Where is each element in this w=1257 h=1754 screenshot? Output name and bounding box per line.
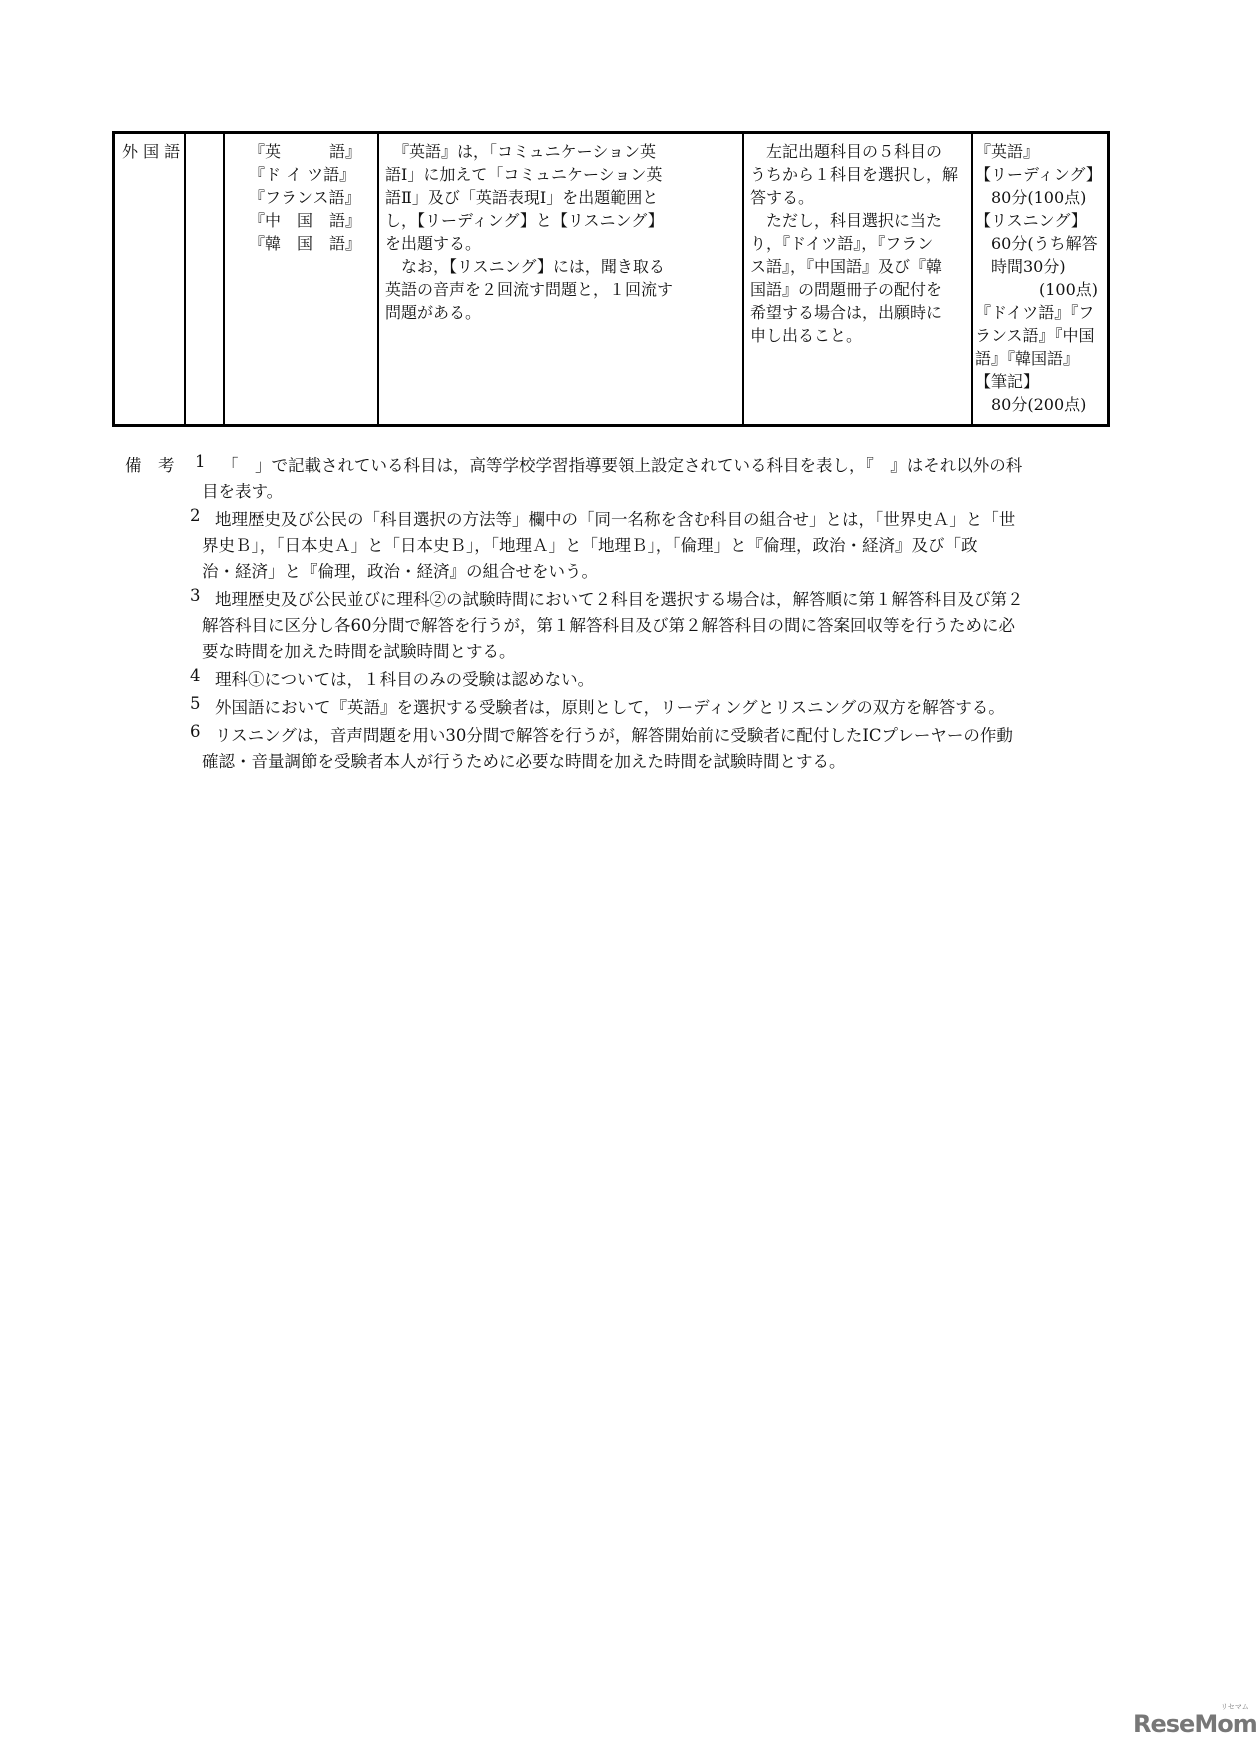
cell-line: 『英語』 <box>975 142 1040 161</box>
scope-cell <box>385 140 673 324</box>
cell-line: 希望する場合は，出願時に <box>750 303 943 322</box>
cell-line: 『ドイツ語』『フ <box>975 303 1095 322</box>
resemom-logo <box>1133 1703 1257 1738</box>
cell-line: (100点) <box>975 280 1099 299</box>
cell-line: 『フランス語』 <box>249 188 361 207</box>
cell-line: を出題する。 <box>385 234 482 253</box>
note-line: 解答科目に区分し各60分間で解答を行うが，第１解答科目及び第２解答科目の間に答案回収等を行うために必 <box>202 616 1015 635</box>
notes-label: 備 考 <box>125 456 175 475</box>
exam-table <box>112 131 1110 427</box>
note-line: 理科①については，１科目のみの受験は認めない。 <box>215 670 595 689</box>
note-line: 地理歴史及び公民並びに理科②の試験時間において２科目を選択する場合は，解答順に第１解答科目及び第２ <box>215 590 1024 609</box>
cell-line: 60分(うち解答 <box>975 234 1098 253</box>
cell-line: 英語の音声を２回流す問題と，１回流す <box>385 280 674 299</box>
cell-line: なお，【リスニング】には，聞き取る <box>385 257 665 276</box>
cell-line: ランス語』『中国 <box>975 326 1095 345</box>
cell-line: 『中 国 語』 <box>249 211 362 230</box>
cell-line: 【筆記】 <box>975 372 1040 391</box>
cell-line: 『英 語』 <box>249 142 362 161</box>
cell-line: し，【リーディング】と【リスニング】 <box>385 211 664 230</box>
column-divider <box>742 134 744 424</box>
note-number: 1 <box>195 452 206 471</box>
note-number: 5 <box>190 694 201 713</box>
time-score-cell <box>975 140 1102 416</box>
note-line: 要な時間を加えた時間を試験時間とする。 <box>202 642 516 661</box>
note-line: 「 」で記載されている科目は，高等学校学習指導要領上設定されている科目を表し，『 』はそれ以外の科 <box>222 456 1023 475</box>
note-number: 3 <box>190 586 201 605</box>
note-number: 4 <box>190 666 201 685</box>
cell-line: 【リーディング】 <box>975 165 1102 184</box>
cell-line: り，『ドイツ語』，『フラン <box>750 234 934 253</box>
note-number: 2 <box>190 506 201 525</box>
cell-line: 【リスニング】 <box>975 211 1087 230</box>
cell-line: 問題がある。 <box>385 303 482 322</box>
cell-line: 『ド イ ツ語』 <box>249 165 356 184</box>
exam-subjects-cell <box>249 140 361 255</box>
cell-line: 語』『韓国語』 <box>975 349 1080 368</box>
column-divider <box>377 134 379 424</box>
note-number: 6 <box>190 722 201 741</box>
cell-line: 国語』の問題冊子の配付を <box>750 280 943 299</box>
cell-line: うちから１科目を選択し，解 <box>750 165 959 184</box>
cell-line: 80分(100点) <box>975 188 1087 207</box>
cell-line: 時間30分) <box>975 257 1066 276</box>
note-line: リスニングは，音声問題を用い30分間で解答を行うが，解答開始前に受験者に配付したICプレーヤーの作動 <box>215 726 1013 745</box>
note-line: 確認・音量調節を受験者本人が行うために必要な時間を加えた時間を試験時間とする。 <box>202 752 846 771</box>
cell-line: ス語』，『中国語』及び『韓 <box>750 257 943 276</box>
cell-line: 答する。 <box>750 188 815 207</box>
cell-line: 『韓 国 語』 <box>249 234 362 253</box>
subject-cell: 外 国 語 <box>122 142 181 161</box>
selection-method-cell <box>750 140 958 347</box>
cell-line: ただし，科目選択に当た <box>750 211 943 230</box>
note-line: 治・経済」と『倫理，政治・経済』の組合せをいう。 <box>202 562 598 581</box>
cell-line: 『英語』は，「コミュニケーション英 <box>385 142 657 161</box>
note-line: 地理歴史及び公民の「科目選択の方法等」欄中の「同一名称を含む科目の組合せ」とは，「世界史Ａ」と「世 <box>215 510 1016 529</box>
cell-line: 語Ⅰ」に加えて「コミュニケーション英 <box>385 165 663 184</box>
column-divider <box>971 134 973 424</box>
cell-line: 左記出題科目の５科目の <box>750 142 943 161</box>
note-line: 外国語において『英語』を選択する受験者は，原則として，リーディングとリスニングの双方を解答する。 <box>215 698 1005 717</box>
logo-ruby: リセマム <box>1220 1703 1249 1711</box>
column-divider <box>223 134 225 424</box>
cell-line: 語Ⅱ」及び「英語表現Ⅰ」を出題範囲と <box>385 188 659 207</box>
note-line: 界史Ｂ」，「日本史Ａ」と「日本史Ｂ」，「地理Ａ」と「地理Ｂ」，「倫理」と『倫理，政治・経済』及び「政 <box>202 536 978 555</box>
cell-line: 申し出ること。 <box>750 326 863 345</box>
logo-text: ReseMom <box>1133 1710 1257 1738</box>
cell-line: 80分(200点) <box>975 395 1087 414</box>
column-divider <box>184 134 186 424</box>
note-line: 目を表す。 <box>202 482 284 501</box>
